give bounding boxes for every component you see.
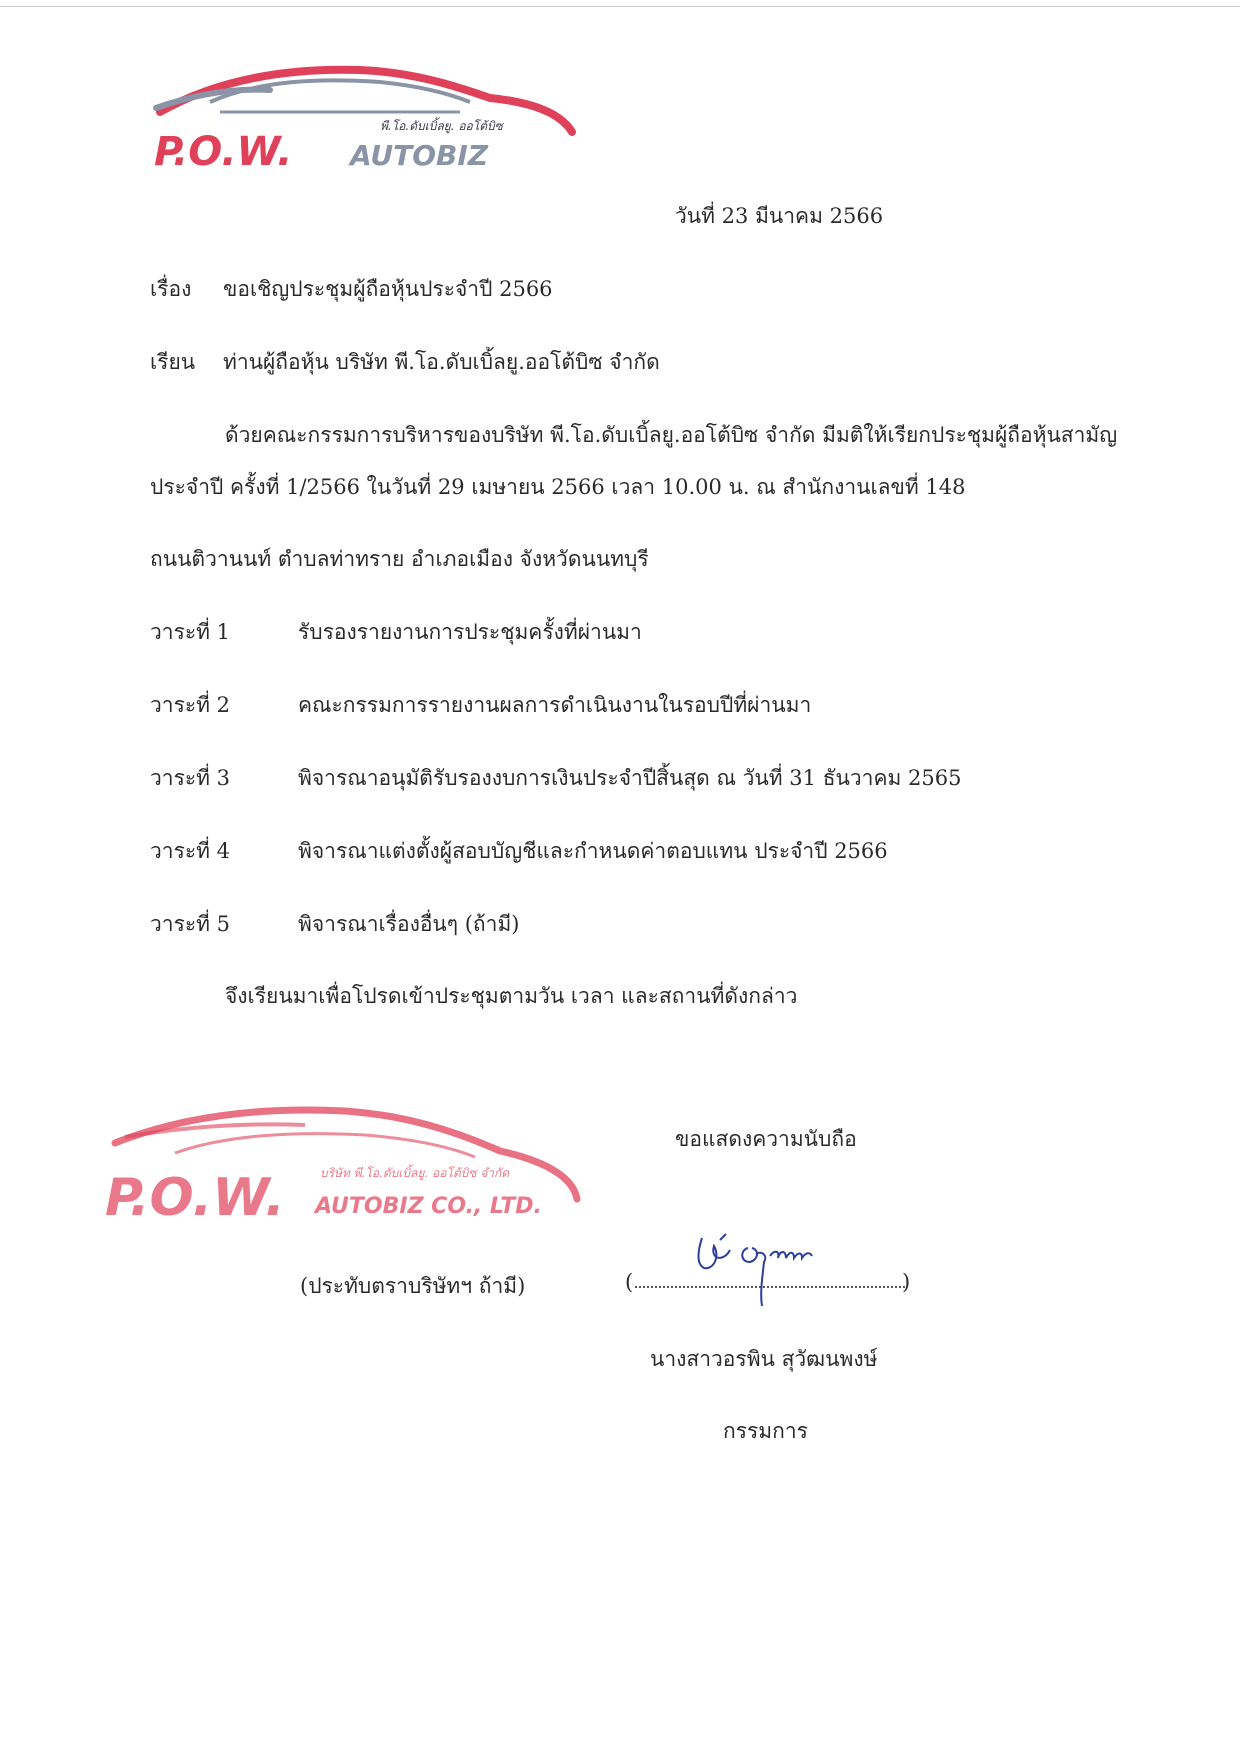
body-line-3: ถนนติวานนท์ ตำบลท่าทราย อำเภอเมือง จังหวัดนนทบุรี: [150, 547, 649, 571]
regards-text: ขอแสดงความนับถือ: [675, 1127, 857, 1151]
logo-sub-text: AUTOBIZ: [350, 139, 489, 172]
company-logo: [150, 50, 580, 180]
stamp-caption: (ประทับตราบริษัทฯ ถ้ามี): [300, 1274, 526, 1298]
agenda-label: วาระที่ 2: [150, 693, 231, 717]
handwritten-signature: [690, 1220, 840, 1310]
subject-text: ขอเชิญประชุมผู้ถือหุ้นประจำปี 2566: [223, 277, 553, 301]
logo-thai-text: พี.โอ.ดับเบิ้ลยู. ออโต้บิซ: [380, 119, 503, 133]
signature-open-paren: (: [625, 1270, 634, 1294]
body-line-1: ด้วยคณะกรรมการบริหารของบริษัท พี.โอ.ดับเบิ้ลยู.ออโต้บิซ จำกัด มีมติให้เรียกประชุมผู้ถือหุ้นสามัญ: [225, 423, 1118, 447]
recipient-text: ท่านผู้ถือหุ้น บริษัท พี.โอ.ดับเบิ้ลยู.ออโต้บิซ จำกัด: [223, 350, 660, 374]
signer-name: นางสาวอรพิน สุวัฒนพงษ์: [650, 1347, 878, 1371]
agenda-label: วาระที่ 4: [150, 839, 231, 863]
subject-label: เรื่อง: [150, 277, 192, 301]
signature-close-paren: ): [902, 1270, 911, 1294]
logo-brand-text: P.O.W.: [154, 129, 293, 175]
agenda-text: รับรองรายงานการประชุมครั้งที่ผ่านมา: [298, 620, 642, 644]
signer-title: กรรมการ: [723, 1419, 808, 1443]
recipient-label: เรียน: [150, 350, 196, 374]
agenda-text: คณะกรรมการรายงานผลการดำเนินงานในรอบปีที่ผ่านมา: [298, 693, 812, 717]
top-border-line: [0, 6, 1240, 7]
agenda-text: พิจารณาอนุมัติรับรองงบการเงินประจำปีสิ้นสุด ณ วันที่ 31 ธันวาคม 2565: [298, 766, 962, 790]
company-stamp: [105, 1095, 585, 1255]
agenda-label: วาระที่ 3: [150, 766, 231, 790]
agenda-text: พิจารณาเรื่องอื่นๆ (ถ้ามี): [298, 912, 520, 936]
stamp-brand-text: P.O.W.: [105, 1168, 285, 1228]
letter-date: วันที่ 23 มีนาคม 2566: [675, 204, 884, 228]
stamp-sub-text: AUTOBIZ CO., LTD.: [315, 1194, 542, 1219]
closing-text: จึงเรียนมาเพื่อโปรดเข้าประชุมตามวัน เวลา และสถานที่ดังกล่าว: [225, 984, 798, 1008]
agenda-text: พิจารณาแต่งตั้งผู้สอบบัญชีและกำหนดค่าตอบแทน ประจำปี 2566: [298, 839, 888, 863]
agenda-label: วาระที่ 5: [150, 912, 231, 936]
agenda-label: วาระที่ 1: [150, 620, 231, 644]
body-line-2: ประจำปี ครั้งที่ 1/2566 ในวันที่ 29 เมษายน 2566 เวลา 10.00 น. ณ สำนักงานเลขที่ 148: [150, 475, 966, 499]
stamp-thai-text: บริษัท พี.โอ.ดับเบิ้ลยู. ออโต้บิซ จำกัด: [320, 1166, 510, 1180]
